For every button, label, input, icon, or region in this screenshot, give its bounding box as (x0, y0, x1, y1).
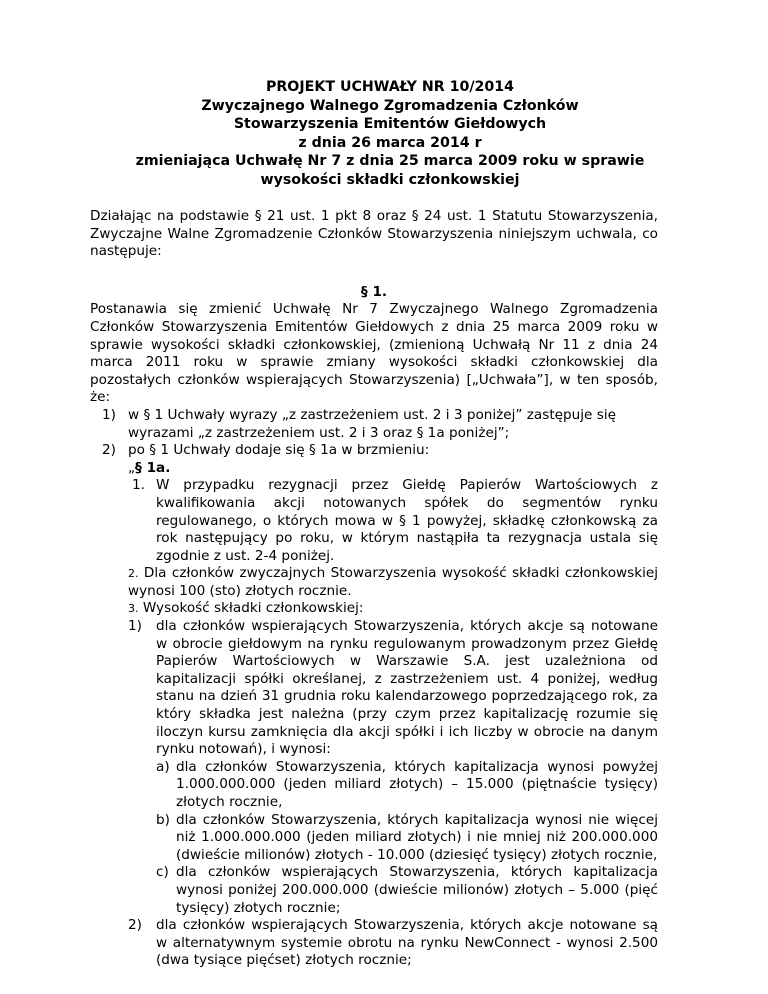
paragraph-2 (90, 565, 658, 600)
tier-item-text: dla członków Stowarzyszenia, których kapitalizacja wynosi nie więcej niż 1.000.000.000 (jeden miliard złotych) i nie mniej niż 200.000.000 (dwieście milionów) złotych - 10.000 (dziesięć tysięcy) złotych rocznie, (176, 811, 658, 863)
title-line: Zwyczajnego Walnego Zgromadzenia Członków (201, 97, 579, 114)
amendment-item (90, 442, 658, 460)
item-text: w § 1 Uchwały wyrazy „z zastrzeżeniem ust. 2 i 3 poniżej” zastępuje się wyrazami „z zastrzeżeniem ust. 2 i 3 oraz § 1a poniżej”; (128, 406, 616, 441)
tier-item-text: dla członków Stowarzyszenia, których kapitalizacja wynosi powyżej 1.000.000.000 (jeden miliard złotych) – 15.000 (piętnaście tysięcy) złotych rocznie, (176, 758, 658, 810)
title-line: Stowarzyszenia Emitentów Giełdowych (233, 116, 547, 133)
paragraph-number: 1. (132, 477, 145, 494)
section-heading: § 1. (360, 283, 388, 300)
tier-item (90, 759, 658, 812)
title-line: z dnia 26 marca 2014 r (298, 134, 482, 151)
tier-item-letter: b) (156, 811, 170, 828)
sub-item (90, 618, 658, 759)
tier-item (90, 812, 658, 865)
title-line: zmieniająca Uchwałę Nr 7 z dnia 25 marca 2009 roku w sprawie (135, 153, 645, 170)
title-line: PROJEKT UCHWAŁY NR 10/2014 (265, 79, 515, 95)
tier-item-letter: c) (156, 864, 169, 881)
paragraph-text: Wysokość składki członkowskiej: (142, 600, 364, 617)
sub-item (90, 917, 658, 970)
item-number: 1) (102, 406, 116, 423)
document-body (90, 208, 658, 970)
sub-item-number: 2) (128, 917, 142, 934)
item-text: po § 1 Uchwały dodaje się § 1a w brzmieniu: (128, 442, 430, 459)
tier-item-letter: a) (156, 758, 170, 775)
tier-item-text: dla członków wspierających Stowarzyszenia, których kapitalizacja wynosi poniżej 200.000.000 (dwieście milionów) złotych – 5.000 (pięć tysięcy) złotych rocznie; (176, 864, 658, 916)
paragraph-number: 2. (128, 567, 139, 581)
item-number: 2) (102, 442, 116, 459)
paragraph-text: W przypadku rezygnacji przez Giełdę Papierów Wartościowych z kwalifikowania akcji notowanych spółek do segmentów rynku regulowanego, o których mowa w § 1 powyżej, składkę członkowską za rok następujący po roku, w którym nastąpiła ta rezygnacja ustala się zgodnie z ust. 2-4 poniżej. (156, 477, 658, 564)
quote-mark: „ (128, 459, 136, 476)
paragraph-text: Dla członków zwyczajnych Stowarzyszenia wysokość składki członkowskiej wynosi 100 (sto) złotych rocznie. (128, 565, 658, 599)
new-section-heading (90, 460, 658, 478)
tier-item (90, 864, 658, 917)
section-text: Postanawia się zmienić Uchwałę Nr 7 Zwyczajnego Walnego Zgromadzenia Członków Stowarzyszenia Emitentów Giełdowych z dnia 25 marca 2009 roku w sprawie wysokości składki członkowskiej, (zmienioną Uchwałą Nr 11 z dnia 24 marca 2011 roku w sprawie zmiany wysokości składki członkowskiej dla pozostałych członków wspierających Stowarzyszenia) [„Uchwała”], w ten sposób, że: (90, 301, 658, 406)
intro-paragraph: Działając na podstawie § 21 ust. 1 pkt 8 oraz § 24 ust. 1 Statutu Stowarzyszenia, Zwyczajne Walne Zgromadzenie Członków Stowarzyszenia niniejszym uchwala, co następuje: (90, 208, 658, 260)
sub-item-number: 1) (128, 618, 142, 635)
amendment-item (90, 407, 658, 442)
document-title (80, 78, 700, 190)
sub-item-text: dla członków wspierających Stowarzyszenia, których akcje notowane są w alternatywnym systemie obrotu na rynku NewConnect - wynosi 2.500 (dwa tysiące pięćset) złotych rocznie; (156, 917, 658, 969)
title-line: wysokości składki członkowskiej (260, 171, 520, 188)
paragraph-number: 3. (128, 602, 139, 616)
paragraph-1 (90, 477, 658, 565)
paragraph-3 (90, 600, 658, 618)
sub-item-text: dla członków wspierających Stowarzyszenia, których akcje są notowane w obrocie giełdowym na rynku regulowanym prowadzonym przez Giełdę Papierów Wartościowych w Warszawie S.A. jest uzależniona od kapitalizacji spółki określanej, z zastrzeżeniem ust. 4 poniżej, według stanu na dzień 31 grudnia roku kalendarzowego poprzedzającego rok, za który składka jest należna (przy czym przez kapitalizację rozumie się iloczyn kursu zamknięcia dla akcji spółki i ich liczby w obrocie na danym rynku notowań), i wynosi: (156, 618, 658, 758)
new-section-number: § 1a. (135, 459, 171, 476)
